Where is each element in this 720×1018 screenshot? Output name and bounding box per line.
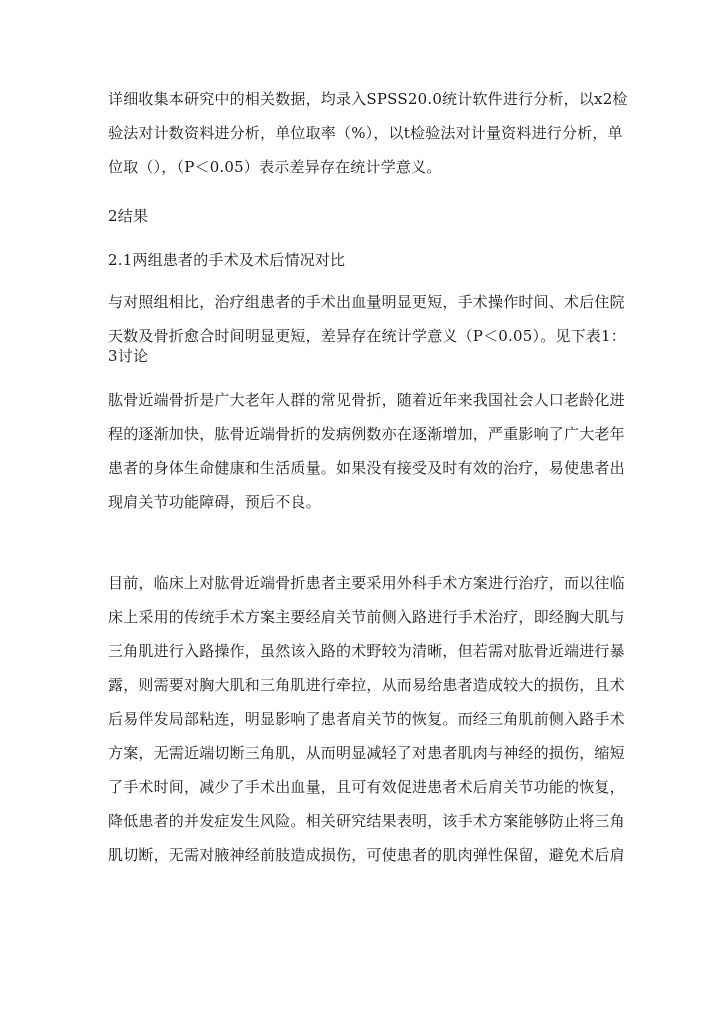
text-line: 三角肌进行入路操作，虽然该入路的术野较为清晰，但若需对肱骨近端进行暴: [108, 642, 625, 660]
text-line: 目前，临床上对肱骨近端骨折患者主要采用外科手术方案进行治疗，而以往临: [108, 574, 625, 592]
text-line: 患者的身体生命健康和生活质量。如果没有接受及时有效的治疗，易使患者出: [108, 459, 625, 477]
text-line: 验法对计数资料进分析，单位取率（%），以t检验法对计量资料进行分析，单: [108, 124, 623, 142]
discussion-paragraph-1: [108, 383, 625, 519]
text-line: 位取（），（P＜0.05）表示差异存在统计学意义。: [108, 158, 442, 176]
text-line: 床上采用的传统手术方案主要经肩关节前侧入路进行手术治疗，即经胸大肌与: [108, 608, 625, 626]
text-line: 与对照组相比，治疗组患者的手术出血量明显更短，手术操作时间、术后住院: [108, 293, 625, 311]
text-line: 露，则需要对胸大肌和三角肌进行牵拉，从而易给患者造成较大的损伤，且术: [108, 676, 625, 694]
text-line: 程的逐渐加快，肱骨近端骨折的发病例数亦在逐渐增加，严重影响了广大老年: [108, 425, 625, 443]
text-line: 肌切断，无需对腋神经前肢造成损伤，可使患者的肌肉弹性保留，避免术后肩: [108, 846, 625, 864]
text-line: 天数及骨折愈合时间明显更短，差异存在统计学意义（P＜0.05）。见下表1：: [108, 327, 626, 345]
results-paragraph: [108, 285, 626, 353]
text-line: 后易伴发局部粘连，明显影响了患者肩关节的恢复。而经三角肌前侧入路手术: [108, 710, 625, 728]
methods-statistics-paragraph: [108, 82, 628, 184]
text-line: 方案，无需近端切断三角肌，从而明显减轻了对患者肌肉与神经的损伤，缩短: [108, 744, 625, 762]
subsection-heading-results: 2.1两组患者的手术及术后情况对比: [108, 251, 346, 269]
text-line: 肱骨近端骨折是广大老年人群的常见骨折，随着近年来我国社会人口老龄化进: [108, 391, 625, 409]
text-line: 降低患者的并发症发生风险。相关研究结果表明，该手术方案能够防止将三角: [108, 812, 625, 830]
section-heading-discussion: 3讨论: [108, 347, 149, 365]
section-heading-results: 2结果: [108, 207, 149, 225]
text-line: 详细收集本研究中的相关数据，均录入SPSS20.0统计软件进行分析，以x2检: [108, 90, 628, 108]
discussion-paragraph-2: [108, 566, 625, 872]
text-line: 了手术时间，减少了手术出血量，且可有效促进患者术后肩关节功能的恢复，: [108, 778, 625, 796]
text-line: 现肩关节功能障碍，预后不良。: [108, 493, 321, 511]
